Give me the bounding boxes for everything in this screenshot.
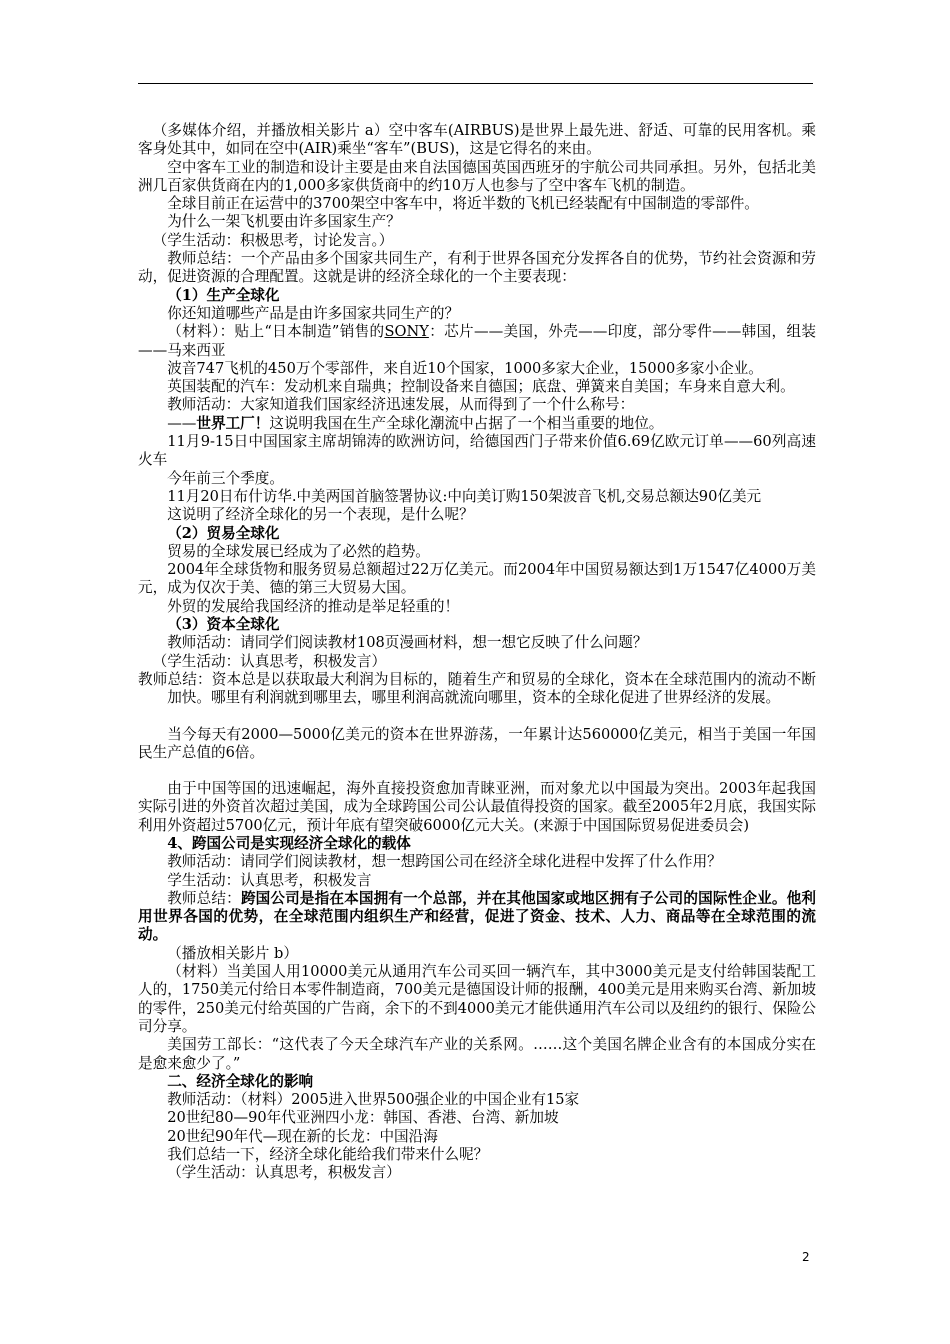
paragraph-sony-material	[138, 323, 816, 360]
paragraph-airbus-intro: （多媒体介绍，并播放相关影片 a）空中客车(AIRBUS)是世界上最先进、舒适、可靠的民用客机。乘客身处其中，如同在空中(AIR)乘坐“客车”(BUS)，这是它得名的来由。	[138, 122, 816, 158]
world-factory-text: 这说明我国在生产全球化潮流中占据了一个相当重要的地位。	[269, 414, 664, 432]
paragraph-trade-2004: 2004年全球货物和服务贸易总额超过22万亿美元。而2004年中国贸易额达到1万1547亿4000万美元，成为仅次于美、德的第三大贸易大国。	[138, 561, 816, 597]
dash-text: ——	[167, 414, 197, 432]
paragraph-multinational-definition	[138, 890, 816, 945]
paragraph-airbus-manufacture: 空中客车工业的制造和设计主要是由来自法国德国英国西班牙的宇航公司共同承担。另外，包括北美洲几百家供货商在内的1,000多家供货商中的约10万人也参与了空中客车飞机的制造。	[138, 158, 816, 194]
heading-trade-globalization: （2）贸易全球化	[167, 524, 280, 542]
paragraph-another-expression: 这说明了经济全球化的另一个表现，是什么呢？	[167, 506, 474, 524]
teacher-summary-label: 教师总结：	[167, 889, 241, 907]
paragraph-uk-car: 英国装配的汽车：发动机来自瑞典；控制设备来自德国；底盘、弹簧来自美国；车身来自意大利。	[167, 378, 795, 396]
paragraph-teacher-activity-title: 教师活动：大家知道我们国家经济迅速发展，从而得到了一个什么称号：	[167, 396, 635, 414]
paragraph-question-products: 你还知道哪些产品是由许多国家共同生产的？	[167, 304, 460, 322]
header-rule	[138, 83, 813, 84]
sony-material-text-1: （材料）：贴上“日本制造”销售的	[167, 323, 385, 341]
heading-capital-globalization: （3）资本全球化	[167, 616, 280, 634]
paragraph-foreign-trade: 外贸的发展给我国经济的推动是举足轻重的！	[167, 597, 460, 615]
sony-material-text-2: ：芯片——美国，外壳——印度，部分零件——韩国，组装——马来西亚	[138, 323, 816, 359]
heading-production-globalization: （1）生产全球化	[167, 286, 280, 304]
paragraph-teacher-summary: 教师总结：一个产品由多个国家共同生产，有利于世界各国充分发挥各自的优势，节约社会资源和劳动，促进资源的合理配置。这就是讲的经济全球化的一个主要表现：	[138, 250, 816, 286]
paragraph-summary-question: 我们总结一下，经济全球化能给我们带来什么呢？	[167, 1146, 489, 1164]
paragraph-new-dragon: 20世纪90年代—现在新的长龙：中国沿海	[167, 1127, 438, 1145]
paragraph-student-activity-2: （学生活动：认真思考，积极发言）	[152, 652, 387, 670]
page-number: 2	[802, 1250, 810, 1264]
sony-underlined: SONY	[384, 323, 429, 341]
spacer	[138, 708, 816, 726]
heading-globalization-impact: 二、经济全球化的影响	[167, 1072, 314, 1090]
paragraph-question: 为什么一架飞机要由许多国家生产？	[167, 213, 401, 231]
paragraph-capital-flow: 当今每天有2000—5000亿美元的资本在世界游荡，一年累计达560000亿美元，相当于美国一年国民生产总值的6倍。	[138, 725, 816, 761]
multinational-definition-bold: 跨国公司是指在本国拥有一个总部，并在其他国家或地区拥有子公司的国际性企业。他利用世界各国的优势，在全球范围内组织生产和经营，促进了资金、技术、人力、商品等在全球范围的流动。	[138, 889, 816, 944]
paragraph-bush-visit: 11月20日布什访华.中美两国首脑签署协议:中向美订购150架波音飞机,交易总额达90亿美元	[167, 487, 762, 505]
paragraph-student-activity: （学生活动：积极思考，讨论发言。）	[152, 231, 394, 249]
world-factory-bold: 世界工厂！	[196, 414, 270, 432]
paragraph-boeing-parts: 波音747飞机的450万个零部件，来自近10个国家，1000多家大企业，15000多家小企业。	[167, 359, 763, 377]
spacer	[138, 762, 816, 780]
document-body	[138, 122, 816, 1183]
paragraph-capital-summary: 教师总结：资本总是以获取最大利润为目标的，随着生产和贸易的全球化，资本在全球范围内的流动不断加快。哪里有利润就到哪里去，哪里利润高就流向哪里，资本的全球化促进了世界经济的发展。	[138, 670, 816, 707]
paragraph-china-investment: 由于中国等国的迅速崛起，海外直接投资愈加青睐亚洲，而对象尤以中国最为突出。2003年起我国实际引进的外资首次超过美国，成为全球跨国公司公认最值得投资的国家。截至2005年2月底，我国实际利用外资超过5700亿元，预计年底有望突破6000亿元大关。(来源于中国国际贸易促进委员会)	[138, 780, 816, 834]
paragraph-teacher-activity-comic: 教师活动：请同学们阅读教材108页漫画材料，想一想它反映了什么问题？	[167, 634, 648, 652]
paragraph-student-activity-3: 学生活动：认真思考，积极发言	[167, 871, 372, 889]
paragraph-labor-secretary: 美国劳工部长：“这代表了今天全球汽车产业的关系网。……这个美国名牌企业含有的本国成分实在是愈来愈少了。”	[138, 1036, 816, 1072]
paragraph-teacher-activity-multinational: 教师活动：请同学们阅读教材，想一想跨国公司在经济全球化进程中发挥了什么作用？	[167, 853, 722, 871]
paragraph-play-film-b: （播放相关影片 b）	[167, 944, 298, 962]
paragraph-three-quarters: 今年前三个季度。	[167, 469, 284, 487]
paragraph-four-tigers: 20世纪80—90年代亚洲四小龙：韩国、香港、台湾、新加坡	[167, 1109, 559, 1127]
paragraph-fortune-500: 教师活动：（材料）2005进入世界500强企业的中国企业有15家	[167, 1091, 580, 1109]
paragraph-trade-trend: 贸易的全球发展已经成为了必然的趋势。	[167, 542, 430, 560]
paragraph-hu-visit: 11月9-15日中国国家主席胡锦涛的欧洲访问，给德国西门子带来价值6.69亿欧元订单——60列高速火车	[138, 433, 816, 469]
paragraph-world-factory	[138, 415, 816, 433]
paragraph-student-activity-4: （学生活动：认真思考，积极发言）	[167, 1164, 401, 1182]
paragraph-airbus-china-parts: 全球目前正在运营中的3700架空中客车中，将近半数的飞机已经装配有中国制造的零部件。	[167, 195, 759, 213]
paragraph-gm-car: （材料）当美国人用10000美元从通用汽车公司买回一辆汽车，其中3000美元是支付给韩国装配工人的，1750美元付给日本零件制造商，700美元是德国设计师的报酬，400美元是用来购买台湾、新加坡的零件，250美元付给英国的广告商，余下的不到4000美元才能供通用汽车公司以及纽约的银行、保险公司分享。	[138, 963, 816, 1035]
heading-multinationals: 4、跨国公司是实现经济全球化的载体	[167, 834, 411, 852]
